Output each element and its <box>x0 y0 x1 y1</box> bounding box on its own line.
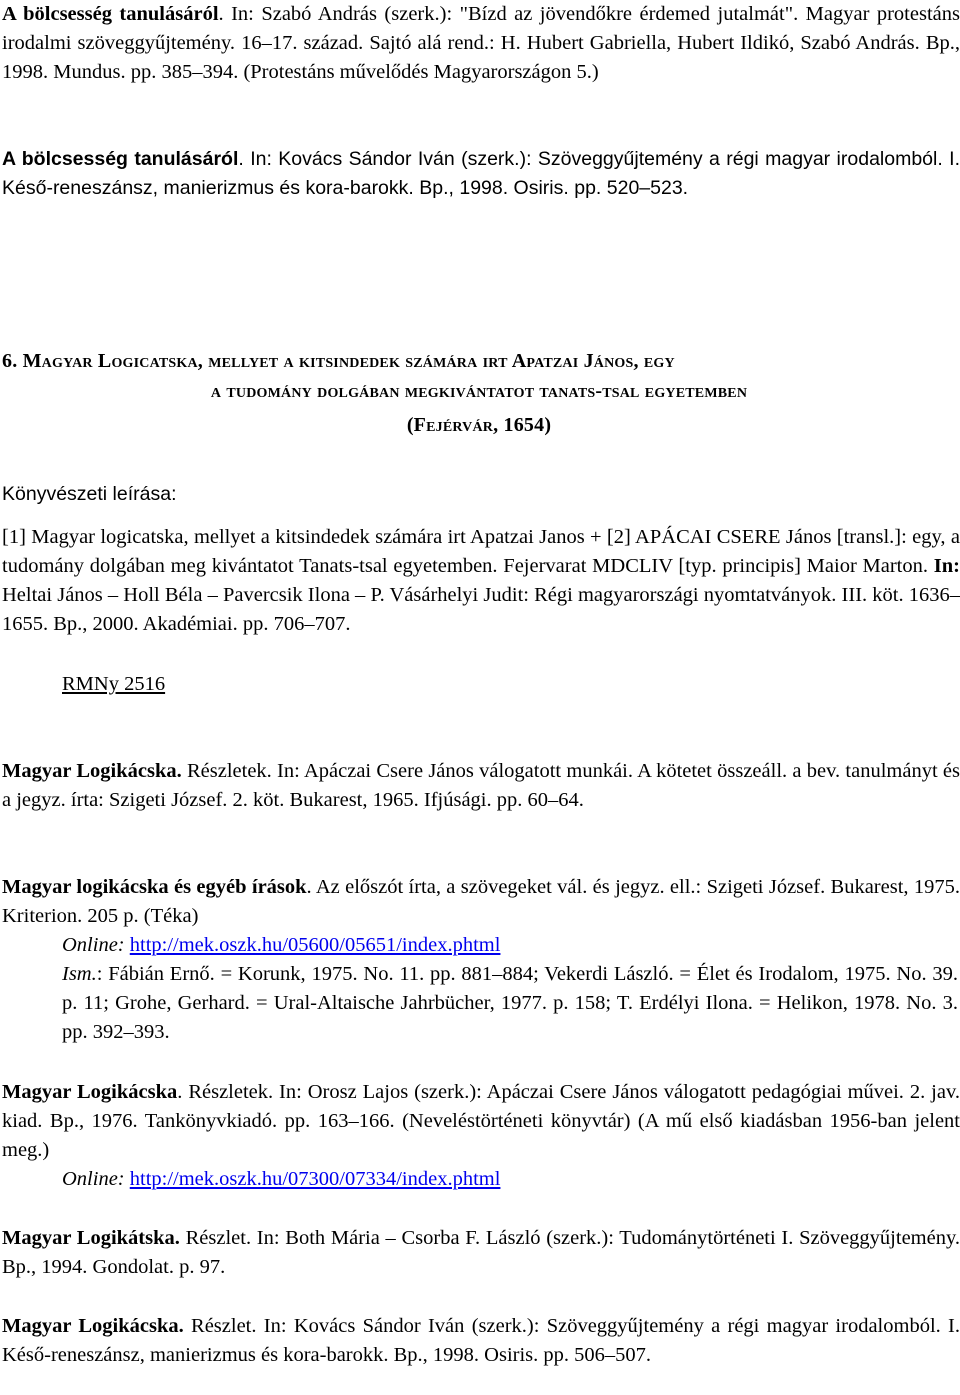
entry-title: A bölcsesség tanulásáról <box>2 3 219 25</box>
online-link-row <box>0 1165 958 1194</box>
bibliography-entry <box>0 0 960 87</box>
online-link[interactable]: http://mek.oszk.hu/05600/05651/index.phtml <box>129 934 501 956</box>
reviews-text: : Fábián Ernő. = Korunk, 1975. No. 11. pp. 881–884; Vekerdi László. = Élet és Irodalom, 1975. No. 39. p. 11; Grohe, Gerhard. = Ural-Altaische Jahrbücher, 1977. p. 158; T. Erdélyi Ilona. = Helikon, 1978. No. 3. pp. 392–393. <box>62 963 958 1043</box>
entry-text: . Részletek. In: Orosz Lajos (szerk.): Apáczai Csere János válogatott pedagógiai művei. 2. jav. kiad. Bp., 1976. Tankönyvkiadó. pp. 163–166. (Neveléstörténeti könyvtár) (A mű első kiadásban 1956-ban jelent meg.) <box>2 1081 960 1161</box>
section-title-line-3: (Fejérvár, 1654) <box>406 414 552 436</box>
section-number: 6. <box>2 350 18 372</box>
section-title-line-2: a tudomány dolgában megkivántatot tanats-tsal egyetemben <box>210 380 748 402</box>
online-link-row <box>0 931 958 960</box>
entry-title: A bölcsesség tanulásáról <box>2 148 239 170</box>
entry-text: Részlet. In: Kovács Sándor Iván (szerk.): Szöveggyűjtemény a régi magyar irodalomból. I. Késő-reneszánsz, manierizmus és kora-barokk. Bp., 1998. Osiris. pp. 506–507. <box>2 1315 960 1366</box>
bibliography-entry <box>0 145 960 203</box>
entry-text: Részletek. In: Apáczai Csere János válogatott munkái. A kötetet összeáll. a bev. tanulmányt és a jegyz. írta: Szigeti József. 2. köt. Bukarest, 1965. Ifjúsági. pp. 60–64. <box>2 760 960 811</box>
online-link[interactable]: http://mek.oszk.hu/07300/07334/index.phtml <box>129 1168 501 1190</box>
description-label: Könyvészeti leírása: <box>2 483 177 505</box>
ism-label: Ism. <box>62 963 97 985</box>
entry-text: . In: Szabó András (szerk.): "Bízd az jövendőkre érdemed jutalmát". Magyar protestáns irodalmi szöveggyűjtemény. 16–17. század. Sajtó alá rend.: H. Hubert Gabriella, Hubert Ildikó, Szabó András. Bp., 1998. Mundus. pp. 385–394. (Protestáns művelődés Magyarországon 5.) <box>2 3 960 83</box>
entry-text: Részlet. In: Both Mária – Csorba F. László (szerk.): Tudománytörténeti I. Szöveggyűjtemény. Bp., 1994. Gondolat. p. 97. <box>2 1227 960 1278</box>
entry-title: Magyar Logikácska <box>2 1081 178 1103</box>
entry-title: Magyar Logikácska. <box>2 1315 184 1337</box>
entry-text: . Az előszót írta, a szövegeket vál. és jegyz. ell.: Szigeti József. Bukarest, 1975. Kriterion. 205 p. (Téka) <box>2 876 960 927</box>
bibliography-entry <box>0 1224 960 1282</box>
bibliography-entry <box>0 1312 960 1370</box>
reviews-paragraph <box>0 960 958 1047</box>
entry-title: Magyar logikácska és egyéb írások <box>2 876 307 898</box>
description-body: [1] Magyar logicatska, mellyet a kitsindedek számára irt Apatzai Janos + [2] APÁCAI CSERE János [transl.]: egy, a tudomány dolgában meg kivántatot Tanats-tsal egyetemben. Fejervarat MDCLIV [typ. principis] Maior Marton. In: Heltai János – Holl Béla – Pavercsik Ilona – P. Vásárhelyi Judit: Régi magyarországi nyomtatványok. III. köt. 1636–1655. Bp., 2000. Akadémiai. pp. 706–707. <box>2 526 960 635</box>
entry-text: . In: Kovács Sándor Iván (szerk.): Szöveggyűjtemény a régi magyar irodalomból. I. Késő-reneszánsz, manierizmus és kora-barokk. Bp., 1998. Osiris. pp. 520–523. <box>2 148 960 199</box>
online-label: Online: <box>62 934 125 956</box>
online-label: Online: <box>62 1168 125 1190</box>
rmny-reference: RMNy 2516 <box>62 673 166 695</box>
bibliography-entry <box>0 757 960 815</box>
bibliography-entry <box>0 1078 960 1165</box>
bibliography-entry <box>0 873 960 931</box>
section-title-line-1: 6. Magyar Logicatska, mellyet a kitsindedek számára irt Apatzai János, egy <box>2 350 675 372</box>
entry-title: Magyar Logikátska. <box>2 1227 180 1249</box>
section-heading <box>0 346 958 440</box>
entry-title: Magyar Logikácska. <box>2 760 182 782</box>
